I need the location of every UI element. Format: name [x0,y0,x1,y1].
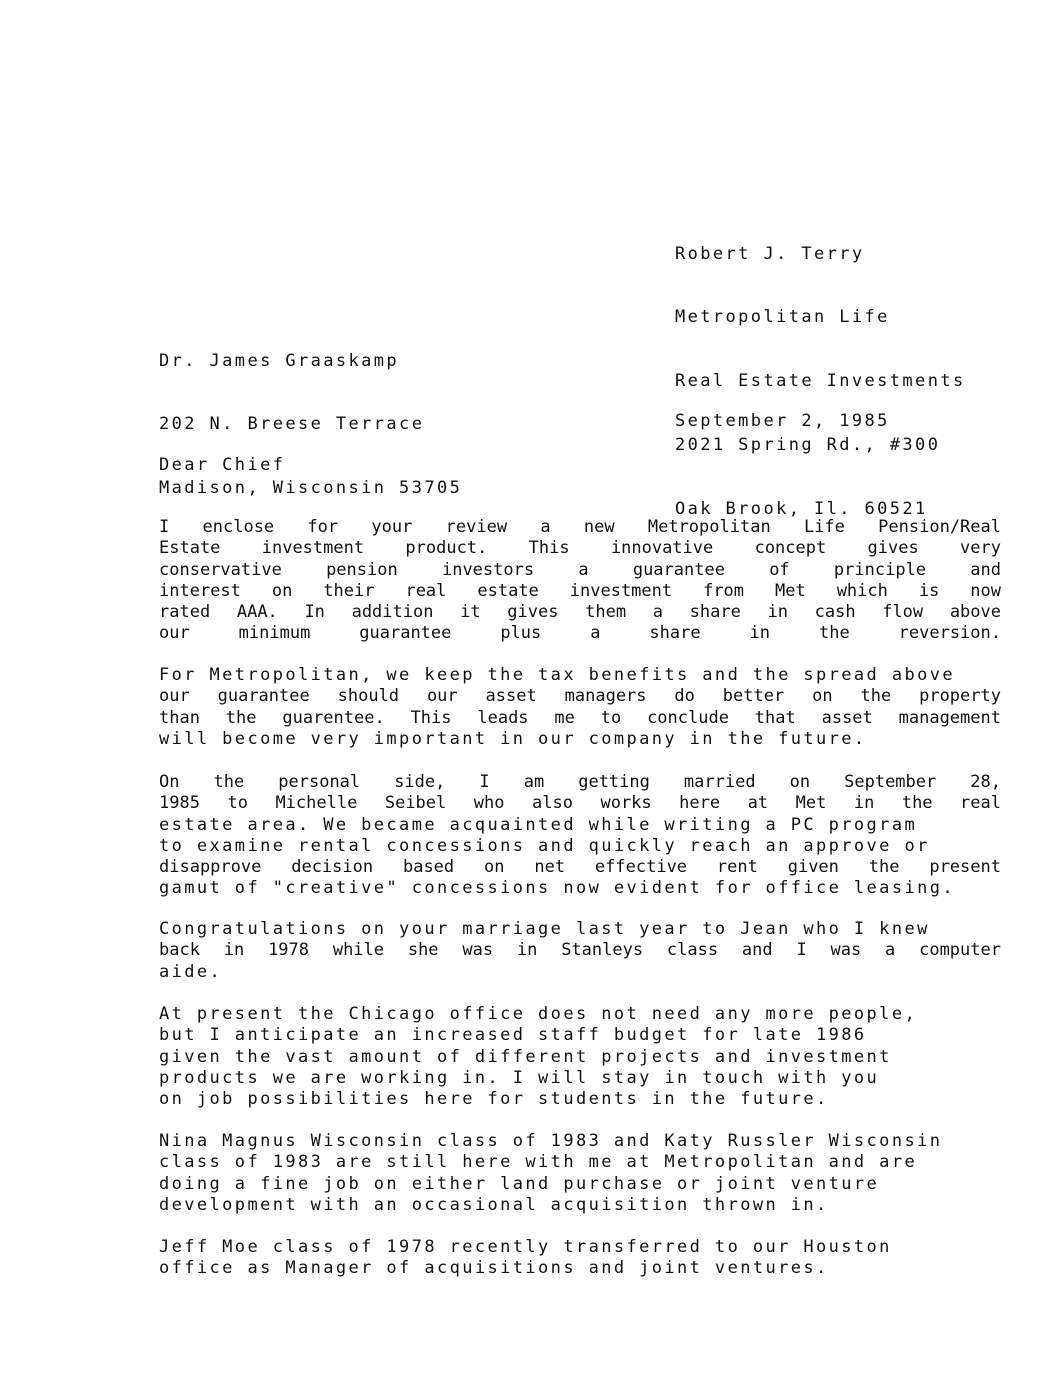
body-paragraph-2 [159,665,1001,750]
paragraph-line: Congratulations on your marriage last year to Jean who I knew [159,919,930,939]
sender-street: 2021 Spring Rd., #300 [675,435,941,456]
paragraph-line: our guarantee should our asset managers do better on the property [159,686,1001,707]
body-paragraph-7 [159,1237,1001,1280]
paragraph-line: Nina Magnus Wisconsin class of 1983 and Katy Russler Wisconsin [159,1131,943,1151]
paragraph-line: will become very important in our company in the future. [159,728,867,749]
body-paragraph-6 [159,1131,1001,1216]
body-paragraph-4 [159,919,1001,983]
paragraph-line: 1985 to Michelle Seibel who also works here at Met in the real [159,793,1001,814]
salutation: Dear Chief [159,455,286,475]
paragraph-line: on job possibilities here for students in the future. [159,1089,829,1110]
paragraph-line: Jeff Moe class of 1978 recently transferred to our Houston [159,1237,892,1257]
recipient-name: Dr. James Graaskamp [159,350,400,371]
body-paragraph-5 [159,1004,1001,1110]
sender-city: Oak Brook, Il. 60521 [675,499,928,520]
sender-name: Robert J. Terry [675,243,865,264]
recipient-street: 202 N. Breese Terrace [159,414,425,435]
letter-date: September 2, 1985 [675,411,890,431]
paragraph-line: class of 1983 are still here with me at Metropolitan and are [159,1152,918,1173]
paragraph-line: to examine rental concessions and quickly reach an approve or [159,835,930,856]
paragraph-line: development with an occasional acquisition thrown in. [159,1194,829,1215]
paragraph-line: but I anticipate an increased staff budget for late 1986 [159,1025,867,1046]
paragraph-line: interest on their real estate investment from Met which is now [159,580,1001,601]
paragraph-line: disapprove decision based on net effective rent given the present [159,857,1001,878]
paragraph-line: conservative pension investors a guarantee of principle and [159,559,1001,580]
sender-company: Metropolitan Life [675,307,890,328]
paragraph-line: gamut of "creative" concessions now evident for office leasing. [159,878,955,899]
paragraph-line: For Metropolitan, we keep the tax benefits and the spread above [159,665,955,685]
paragraph-line: given the vast amount of different projects and investment [159,1046,892,1067]
sender-address [675,201,966,542]
recipient-address [159,308,462,521]
paragraph-line: I enclose for your review a new Metropolitan Life Pension/Real [159,517,1001,537]
paragraph-line: our minimum guarantee plus a share in the reversion. [159,623,1001,644]
paragraph-line: products we are working in. I will stay in touch with you [159,1067,880,1088]
paragraph-line: aide. [159,961,223,982]
recipient-city: Madison, Wisconsin 53705 [159,478,463,499]
paragraph-line: estate area. We became acquainted while writing a PC program [159,814,918,835]
sender-department: Real Estate Investments [675,371,966,392]
paragraph-line: On the personal side, I am getting married on September 28, [159,772,1001,792]
paragraph-line: back in 1978 while she was in Stanleys class and I was a computer [159,940,1001,961]
paragraph-line: Estate investment product. This innovative concept gives very [159,538,1001,559]
body-paragraph-1 [159,517,1001,645]
paragraph-line: At present the Chicago office does not need any more people, [159,1004,918,1024]
body-paragraph-3 [159,772,1001,900]
paragraph-line: office as Manager of acquisitions and joint ventures. [159,1258,829,1279]
paragraph-line: doing a fine job on either land purchase or joint venture [159,1173,880,1194]
paragraph-line: rated AAA. In addition it gives them a share in cash flow above [159,602,1001,623]
paragraph-line: than the guarentee. This leads me to conclude that asset management [159,707,1001,728]
